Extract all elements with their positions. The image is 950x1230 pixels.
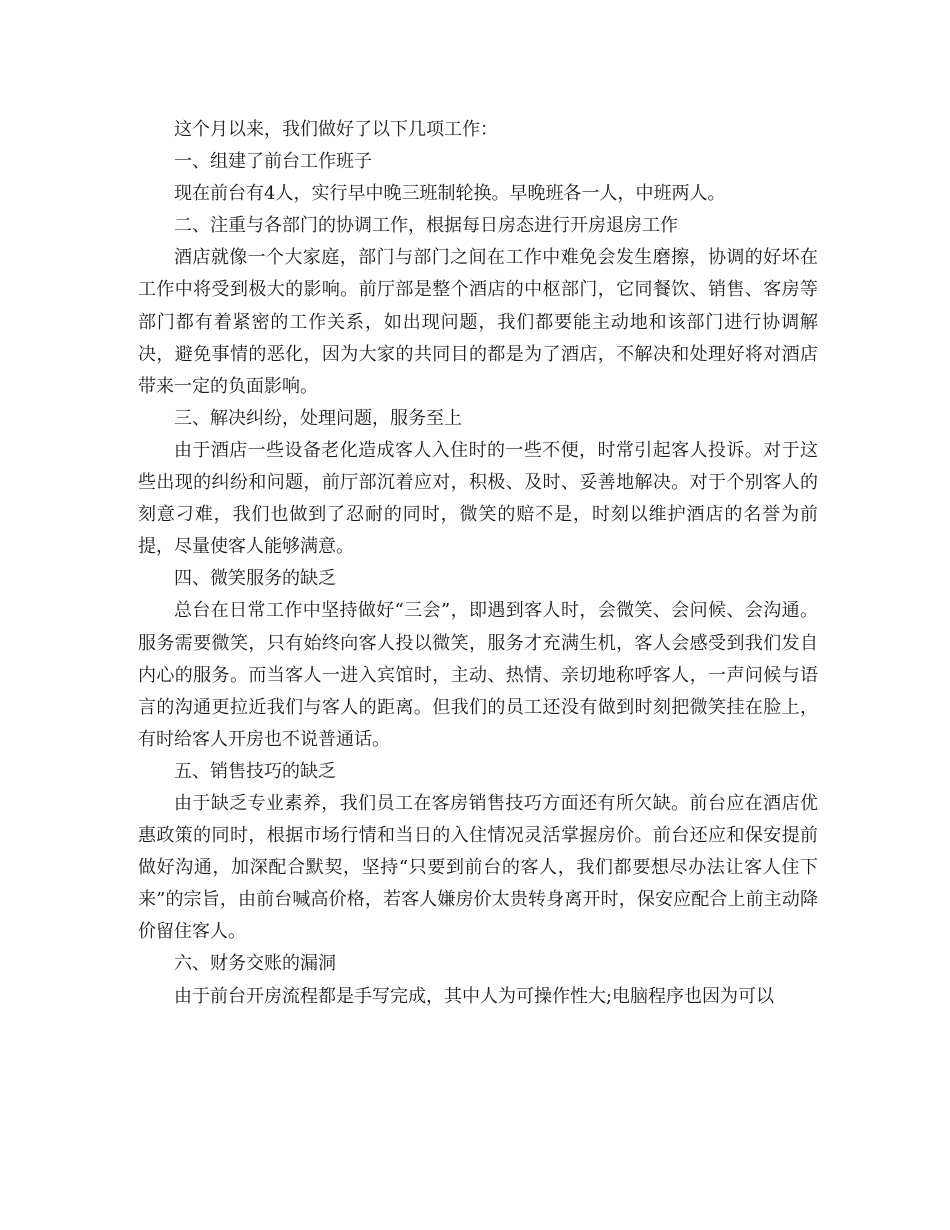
section-heading-4: 四、微笑服务的缺乏 — [174, 568, 336, 590]
section-body-4: 总台在日常工作中坚持做好“三会”，即遇到客人时，会微笑、会问候、会沟通。服务需要微笑，只有始终向客人投以微笑，服务才充满生机，客人会感受到我们发自内心的服务。而当客人一进入宾馆时，主动、热情、亲切地称呼客人，一声问候与语言的沟通更拉近我们与客人的距离。但我们的员工还没有做到时刻把微笑挂在脸上，有时给客人开房也不说普通话。 — [138, 600, 818, 750]
section-heading-2: 二、注重与各部门的协调工作，根据每日房态进行开房退房工作 — [174, 215, 678, 237]
section-body-1: 现在前台有4人，实行早中晚三班制轮换。早晚班各一人，中班两人。 — [174, 183, 726, 205]
section-heading-1: 一、组建了前台工作班子 — [174, 151, 372, 173]
intro-paragraph: 这个月以来，我们做好了以下几项工作： — [174, 119, 498, 140]
section-body-2: 酒店就像一个大家庭，部门与部门之间在工作中难免会发生磨擦，协调的好坏在工作中将受到极大的影响。前厅部是整个酒店的中枢部门，它同餐饮、销售、客房等部门都有着紧密的工作关系，如出现问题，我们都要能主动地和该部门进行协调解决，避免事情的恶化，因为大家的共同目的都是为了酒店，不解决和处理好将对酒店带来一定的负面影响。 — [138, 247, 818, 397]
section-heading-3: 三、解决纠纷，处理问题，服务至上 — [174, 407, 462, 429]
section-body-6: 由于前台开房流程都是手写完成，其中人为可操作性大;电脑程序也因为可以 — [174, 985, 775, 1007]
section-body-5: 由于缺乏专业素养，我们员工在客房销售技巧方面还有所欠缺。前台应在酒店优惠政策的同时，根据市场行情和当日的入住情况灵活掌握房价。前台还应和保安提前做好沟通，加深配合默契，坚持“只要到前台的客人，我们都要想尽办法让客人住下来”的宗旨，由前台喊高价格，若客人嫌房价太贵转身离开时，保安应配合上前主动降价留住客人。 — [138, 792, 818, 943]
section-body-3: 由于酒店一些设备老化造成客人入住时的一些不便，时常引起客人投诉。对于这些出现的纠纷和问题，前厅部沉着应对，积极、及时、妥善地解决。对于个别客人的刻意刁难，我们也做到了忍耐的同时，微笑的赔不是，时刻以维护酒店的名誉为前提，尽量使客人能够满意。 — [138, 439, 818, 558]
section-heading-6: 六、财务交账的漏洞 — [174, 953, 336, 975]
document-body — [138, 114, 818, 1013]
section-heading-5: 五、销售技巧的缺乏 — [174, 760, 336, 782]
